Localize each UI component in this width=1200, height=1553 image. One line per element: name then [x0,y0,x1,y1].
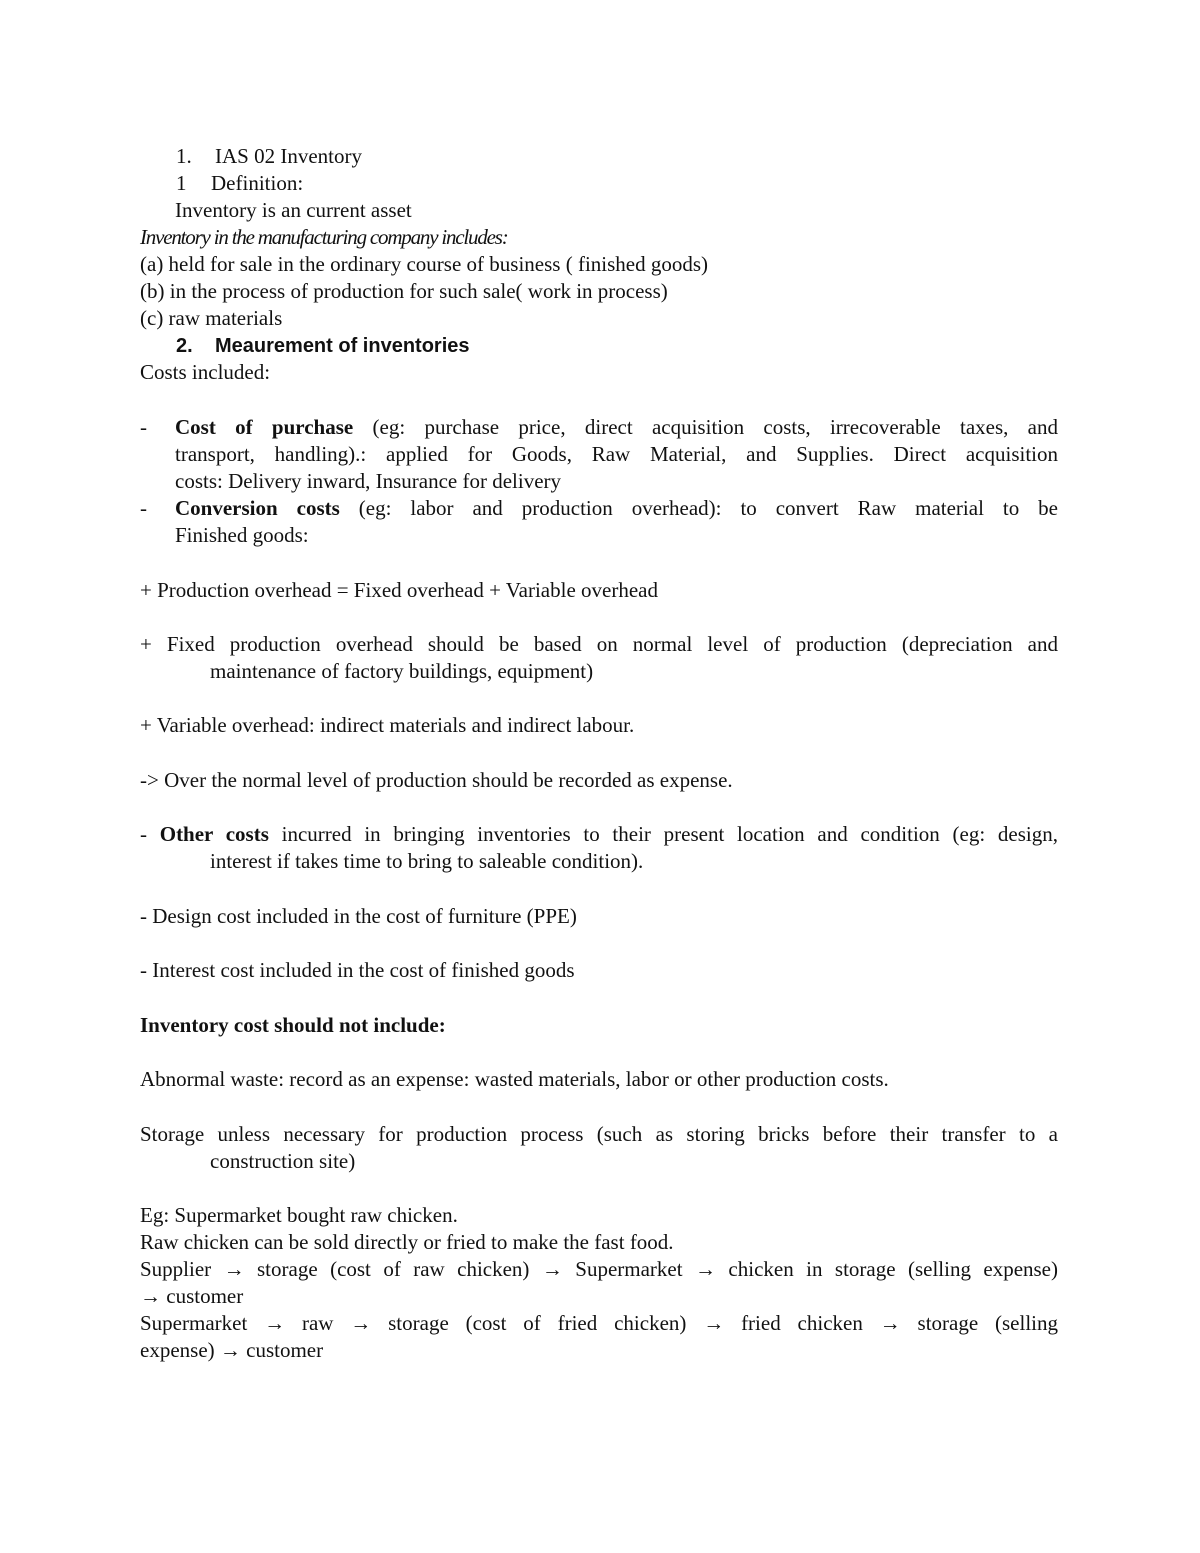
definition-number: 1 [176,171,187,195]
fixed-overhead-line-2: maintenance of factory buildings, equipment) [210,659,594,683]
other-costs-line-2: interest if takes time to bring to saleable condition). [210,849,644,873]
production-overhead: + Production overhead = Fixed overhead + Variable overhead [140,578,658,602]
fixed-overhead-line-1: + Fixed production overhead should be based on normal level of production (depreciation and [140,632,1058,656]
example-line-6: expense) → customer [140,1338,324,1362]
example-line-4: → customer [140,1284,244,1308]
include-item-b: (b) in the process of production for such sale( work in process) [140,279,668,303]
section-2-number: 2. [176,335,193,357]
interest-cost: - Interest cost included in the cost of finished goods [140,958,575,982]
conversion-costs-line-1 [175,495,1058,522]
definition-heading [140,170,1058,197]
not-include-heading: Inventory cost should not include: [140,1013,446,1037]
abnormal-waste: Abnormal waste: record as an expense: wasted materials, labor or other production costs. [140,1067,889,1091]
conversion-costs-line-2: Finished goods: [175,523,309,547]
storage-line-1: Storage unless necessary for production process (such as storing bricks before their transfer to a [140,1122,1058,1146]
include-item-c: (c) raw materials [140,306,283,330]
section-1-heading [140,143,1058,170]
other-costs-prefix: - [140,822,160,846]
include-item-a: (a) held for sale in the ordinary course of business ( finished goods) [140,252,709,276]
other-costs-line-1 [140,821,1058,848]
includes-heading: Inventory in the manufacturing company includes: [140,225,508,249]
conversion-costs-text-1: (eg: labor and production overhead): to convert Raw material to be [358,496,1058,520]
example-line-1: Eg: Supermarket bought raw chicken. [140,1203,458,1227]
variable-overhead: + Variable overhead: indirect materials and indirect labour. [140,713,635,737]
definition-text: Inventory is an current asset [175,198,412,222]
design-cost: - Design cost included in the cost of furniture (PPE) [140,904,577,928]
other-costs-text-1: incurred in bringing inventories to their present location and condition (eg: design, [268,822,1058,846]
over-normal-level: -> Over the normal level of production should be recorded as expense. [140,768,733,792]
cost-of-purchase-line-3: costs: Delivery inward, Insurance for delivery [175,469,562,493]
other-costs-label: Other costs [159,822,269,846]
section-1-number: 1. [176,144,192,168]
example-line-5: Supermarket → raw → storage (cost of fried chicken) → fried chicken → storage (selling [140,1311,1058,1335]
conversion-costs-label: Conversion costs [175,496,340,520]
example-line-2: Raw chicken can be sold directly or fried to make the fast food. [140,1230,674,1254]
cost-of-purchase-text-1: (eg: purchase price, direct acquisition costs, irrecoverable taxes, and [372,415,1058,439]
costs-included-label: Costs included: [140,360,271,384]
storage-line-2: construction site) [210,1149,356,1173]
example-line-3: Supplier → storage (cost of raw chicken) → Supermarket → chicken in storage (selling expense) [140,1257,1058,1281]
section-2-heading [140,333,1058,360]
cost-of-purchase-line-2: transport, handling).: applied for Goods, Raw Material, and Supplies. Direct acquisition [175,442,1058,466]
definition-title: Definition: [211,171,304,195]
dash-bullet: - [140,496,147,520]
dash-bullet: - [140,415,147,439]
section-2-title: Meaurement of inventories [215,335,470,357]
section-1-title: IAS 02 Inventory [215,144,362,168]
cost-of-purchase-line-1 [175,414,1058,441]
cost-of-purchase-label: Cost of purchase [175,415,354,439]
